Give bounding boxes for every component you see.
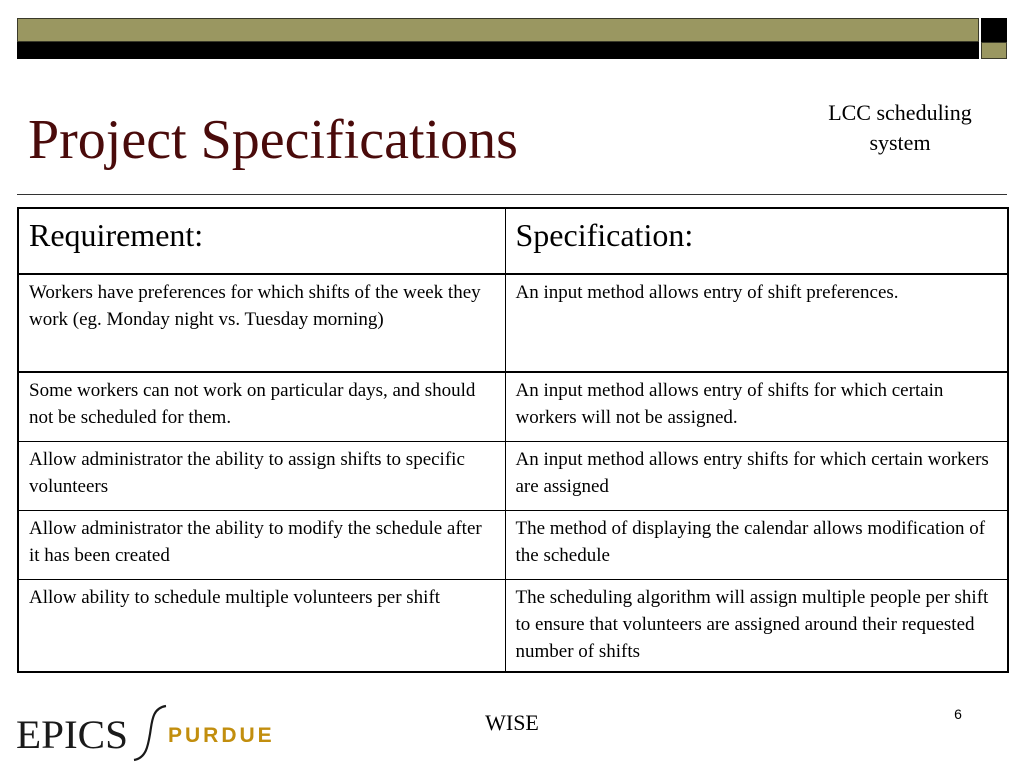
table-row [18,442,1008,511]
specification-cell: The scheduling algorithm will assign multiple people per shift to ensure that volunteers are assigned around their requested number of shifts [505,580,1008,673]
header-bar-olive [17,18,979,42]
specification-cell: An input method allows entry of shifts for which certain workers will not be assigned. [505,372,1008,442]
specification-cell: An input method allows entry of shift preferences. [505,274,1008,372]
epics-logo-text: EPICS [16,712,128,757]
logo-swash-icon [134,706,166,760]
title-divider [17,194,1007,195]
requirement-cell: Allow administrator the ability to assign shifts to specific volunteers [18,442,505,511]
table-row [18,511,1008,580]
requirement-cell: Allow administrator the ability to modify the schedule after it has been created [18,511,505,580]
table-header-row [18,208,1008,274]
header-square-olive [981,42,1007,59]
column-header-requirement: Requirement: [18,208,505,274]
requirement-cell: Some workers can not work on particular days, and should not be scheduled for them. [18,372,505,442]
table-row [18,580,1008,673]
header-square-black [981,18,1007,42]
subtitle-line-2: system [869,129,931,155]
slide-title: Project Specifications [28,109,518,171]
table-row [18,274,1008,372]
subtitle-line-1: LCC scheduling [828,100,972,125]
specification-table [17,207,1009,673]
header-bar-black [17,42,979,59]
requirement-cell: Workers have preferences for which shifts of the week they work (eg. Monday night vs. Tuesday morning) [18,274,505,372]
slide-subtitle [800,98,1000,157]
table-row [18,372,1008,442]
footer-text: WISE [485,710,539,735]
column-header-specification: Specification: [505,208,1008,274]
page-number: 6 [954,706,962,722]
specification-cell: An input method allows entry shifts for which certain workers are assigned [505,442,1008,511]
specification-cell: The method of displaying the calendar allows modification of the schedule [505,511,1008,580]
requirement-cell: Allow ability to schedule multiple volunteers per shift [18,580,505,673]
epics-purdue-logo [16,702,286,762]
purdue-logo-text: PURDUE [168,724,275,747]
